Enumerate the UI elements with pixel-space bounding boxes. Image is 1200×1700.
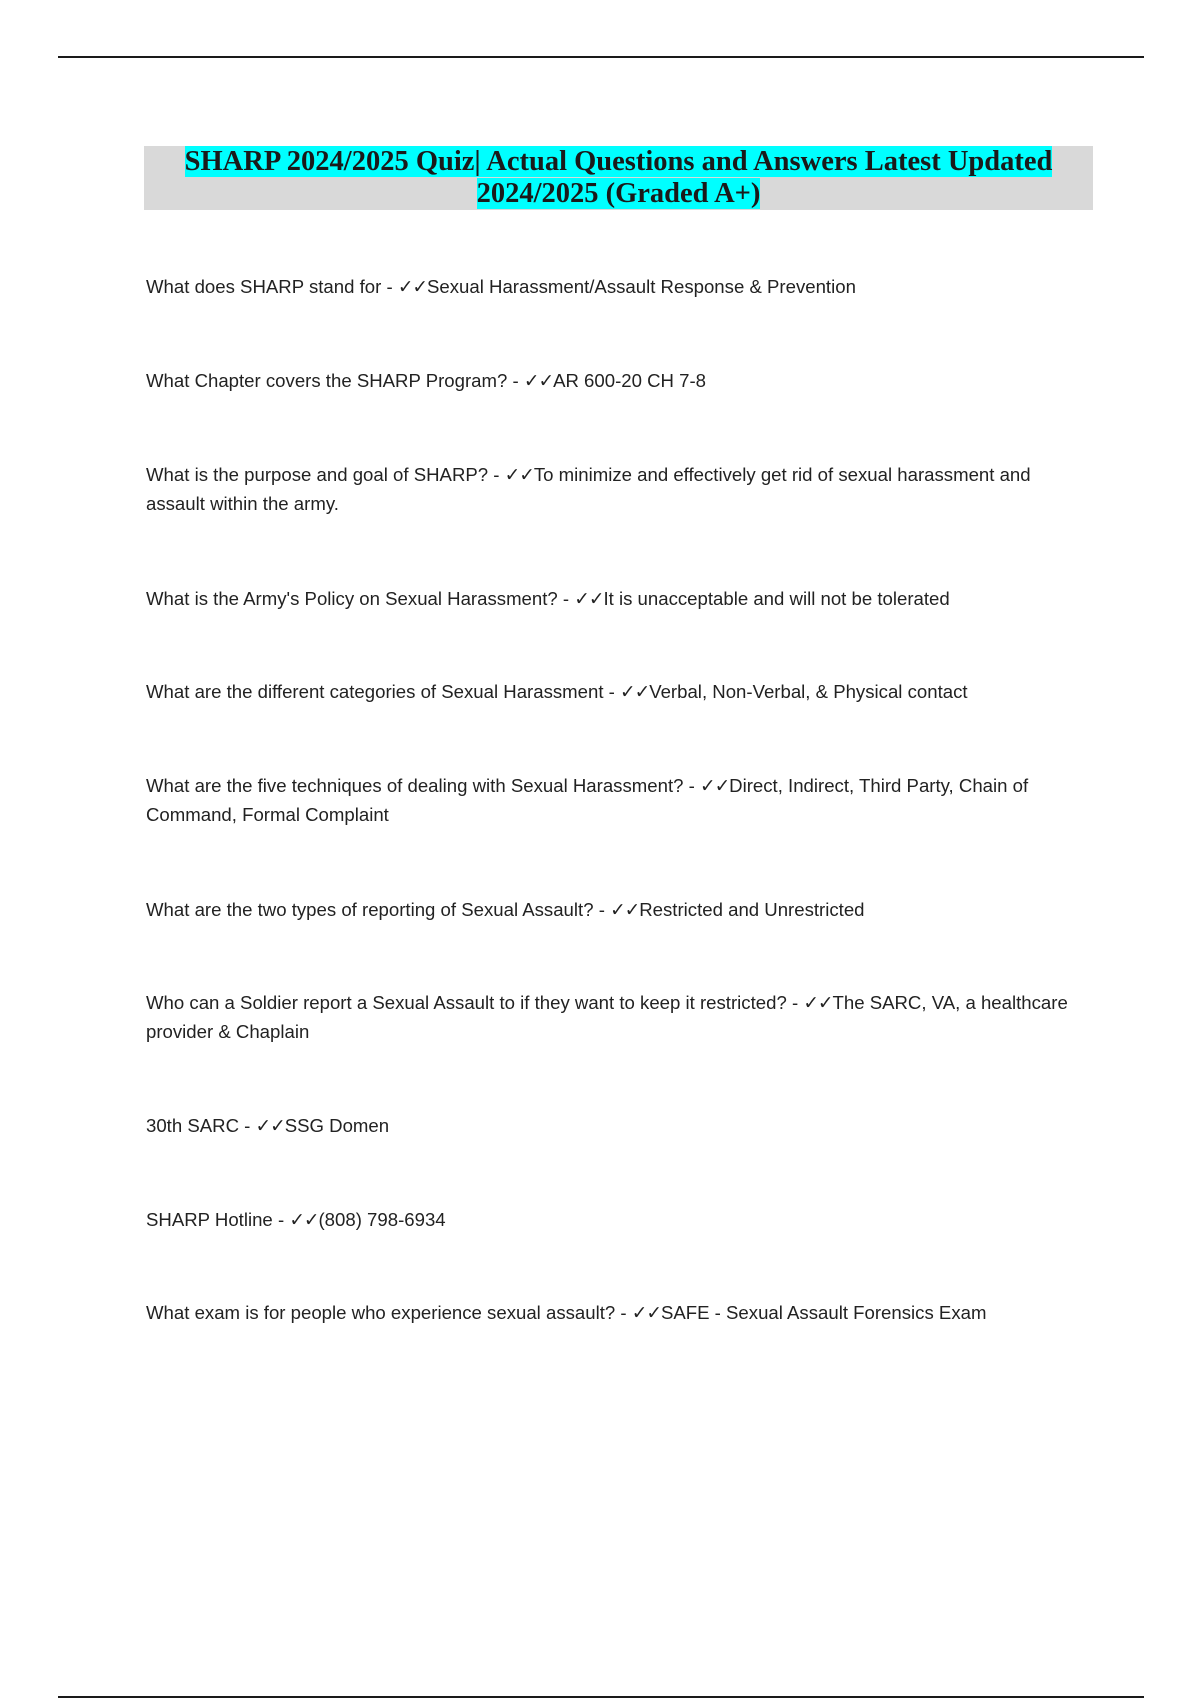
qa-item-6 [146,771,1086,829]
separator: - [239,1115,256,1136]
answer: SAFE - Sexual Assault Forensics Exam [660,1302,987,1323]
qa-item-11 [146,1298,1086,1327]
qa-item-3 [146,460,1086,518]
answer: (808) 798-6934 [318,1209,446,1230]
answer: AR 600-20 CH 7-8 [553,370,707,391]
title-line-2: 2024/2025 (Graded A+) [476,178,761,209]
header-rule [58,56,1144,58]
double-checkmark-icon: ✓✓ [523,370,554,391]
question: What is the purpose and goal of SHARP? [146,464,489,485]
separator: - [381,276,398,297]
answer: Sexual Harassment/Assault Response & Prevention [427,276,856,297]
qa-item-7 [146,895,1086,924]
qa-item-8 [146,988,1086,1046]
title-line-1: SHARP 2024/2025 Quiz| Actual Questions and Answers Latest Updated [184,146,1053,177]
separator: - [593,899,611,920]
question: What are the five techniques of dealing with Sexual Harassment? [146,775,684,796]
question: What Chapter covers the SHARP Program? [146,370,508,391]
question: SHARP Hotline [146,1209,273,1230]
double-checkmark-icon: ✓✓ [289,1209,319,1230]
answer: SSG Domen [284,1115,390,1136]
double-checkmark-icon: ✓✓ [631,1302,661,1323]
question: What exam is for people who experience sexual assault? [146,1302,616,1323]
question: What are the different categories of Sexual Harassment [146,681,604,702]
question: Who can a Soldier report a Sexual Assault to if they want to keep it restricted? [146,992,787,1013]
qa-item-9 [146,1111,1086,1140]
answer: Verbal, Non-Verbal, & Physical contact [649,681,968,702]
answer: Restricted and Unrestricted [639,899,865,920]
separator: - [786,992,804,1013]
separator: - [488,464,505,485]
qa-item-1 [146,272,1086,301]
double-checkmark-icon: ✓✓ [803,992,833,1013]
document-title-band [144,146,1093,210]
double-checkmark-icon: ✓✓ [574,588,604,609]
footer-rule [58,1696,1144,1698]
double-checkmark-icon: ✓✓ [255,1115,285,1136]
document-title [144,146,1093,210]
question: What does SHARP stand for [146,276,382,297]
question: What is the Army's Policy on Sexual Harassment? [146,588,558,609]
separator: - [507,370,524,391]
qa-item-5 [146,677,1086,706]
double-checkmark-icon: ✓✓ [620,681,650,702]
double-checkmark-icon: ✓✓ [610,899,640,920]
separator: - [615,1302,632,1323]
question: 30th SARC [146,1115,240,1136]
answer: To minimize and effectively get rid of sexual harassment and assault within the army. [146,464,1031,514]
separator: - [683,775,700,796]
question: What are the two types of reporting of Sexual Assault? [146,899,594,920]
double-checkmark-icon: ✓✓ [699,775,730,796]
qa-item-2 [146,366,1086,395]
double-checkmark-icon: ✓✓ [397,276,427,297]
answer: Direct, Indirect, Third Party, Chain of Command, Formal Complaint [146,775,1029,825]
qa-item-4 [146,584,1086,613]
answer: The SARC, VA, a healthcare provider & Chaplain [146,992,1068,1042]
separator: - [557,588,575,609]
qa-item-10 [146,1205,1086,1234]
double-checkmark-icon: ✓✓ [504,464,534,485]
separator: - [272,1209,290,1230]
separator: - [603,681,621,702]
answer: It is unacceptable and will not be tolerated [603,588,950,609]
